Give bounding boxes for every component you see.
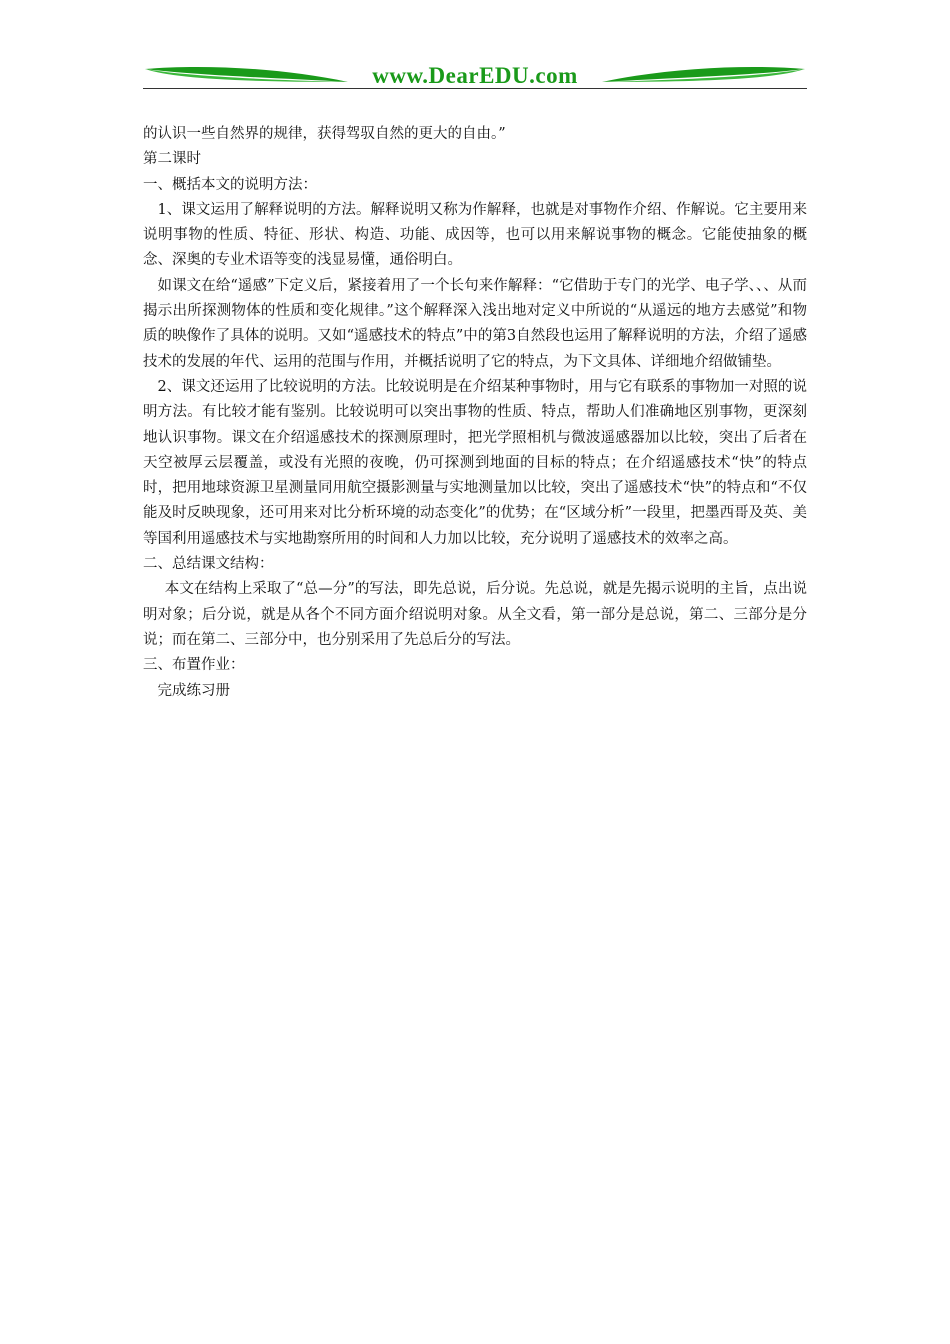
site-logo-text: www.DearEDU.com (372, 63, 578, 88)
header-divider (143, 88, 807, 89)
section-heading-methods: 一、概括本文的说明方法： (143, 176, 317, 193)
paragraph-structure: 本文在结构上采取了“总—分”的写法，即先总说，后分说。先总说，就是先揭示说明的主旨，点出说明对象；后分说，就是从各个不同方面介绍说明对象。从全文看，第一部分是总说，第二、三部分是分说；而在第二、三部分中，也分别采用了先总后分的写法。 (143, 581, 807, 648)
paragraph-homework: 完成练习册 (157, 682, 230, 699)
paragraph-continuation: 的认识一些自然界的规律，获得驾驭自然的更大的自由。” (143, 126, 506, 142)
section-heading-homework: 三、布置作业： (143, 657, 245, 674)
paragraph-explanation-example: 如课文在给“遥感”下定义后，紧接着用了一个长句来作解释：“它借助于专门的光学、电子学、、、从而揭示出所探测物体的性质和变化规律。”这个解释深入浅出地对定义中所说的“从遥远的地方去感觉”和物质的映像作了具体的说明。又如“遥感技术的特点”中的第3自然段也运用了解释说明的方法，介绍了遥感技术的发展的年代、运用的范围与作用，并概括说明了它的特点，为下文具体、详细地介绍做铺垫。 (143, 277, 807, 370)
paragraph-comparison-method: 2、课文还运用了比较说明的方法。比较说明是在介绍某种事物时，用与它有联系的事物加一对照的说明方法。有比较才能有鉴别。比较说明可以突出事物的性质、特点，帮助人们准确地区别事物，更深刻地认识事物。课文在介绍遥感技术的探测原理时，把光学照相机与微波遥感器加以比较，突出了后者在天空被厚云层覆盖，或没有光照的夜晚，仍可探测到地面的目标的特点；在介绍遥感技术“快”的特点时，把用地球资源卫星测量同用航空摄影测量与实地测量加以比较，突出了遥感技术“快”的特点和“不仅能及时反映现象，还可用来对比分析环境的动态变化”的优势；在“区域分析”一段里，把墨西哥及英、美等国利用遥感技术与实地勘察所用的时间和人力加以比较，充分说明了遥感技术的效率之高。 (143, 378, 807, 547)
section-heading-structure: 二、总结课文结构： (143, 556, 274, 573)
paragraph-explanation-method: 1、课文运用了解释说明的方法。解释说明又称为作解释，也就是对事物作介绍、作解说。它主要用来说明事物的性质、特征、形状、构造、功能、成因等，也可以用来解说事物的概念。它能使抽象的概念、深奥的专业术语等变的浅显易懂，通俗明白。 (143, 201, 807, 269)
document-body (143, 122, 807, 704)
lesson-heading: 第二课时 (143, 151, 201, 168)
